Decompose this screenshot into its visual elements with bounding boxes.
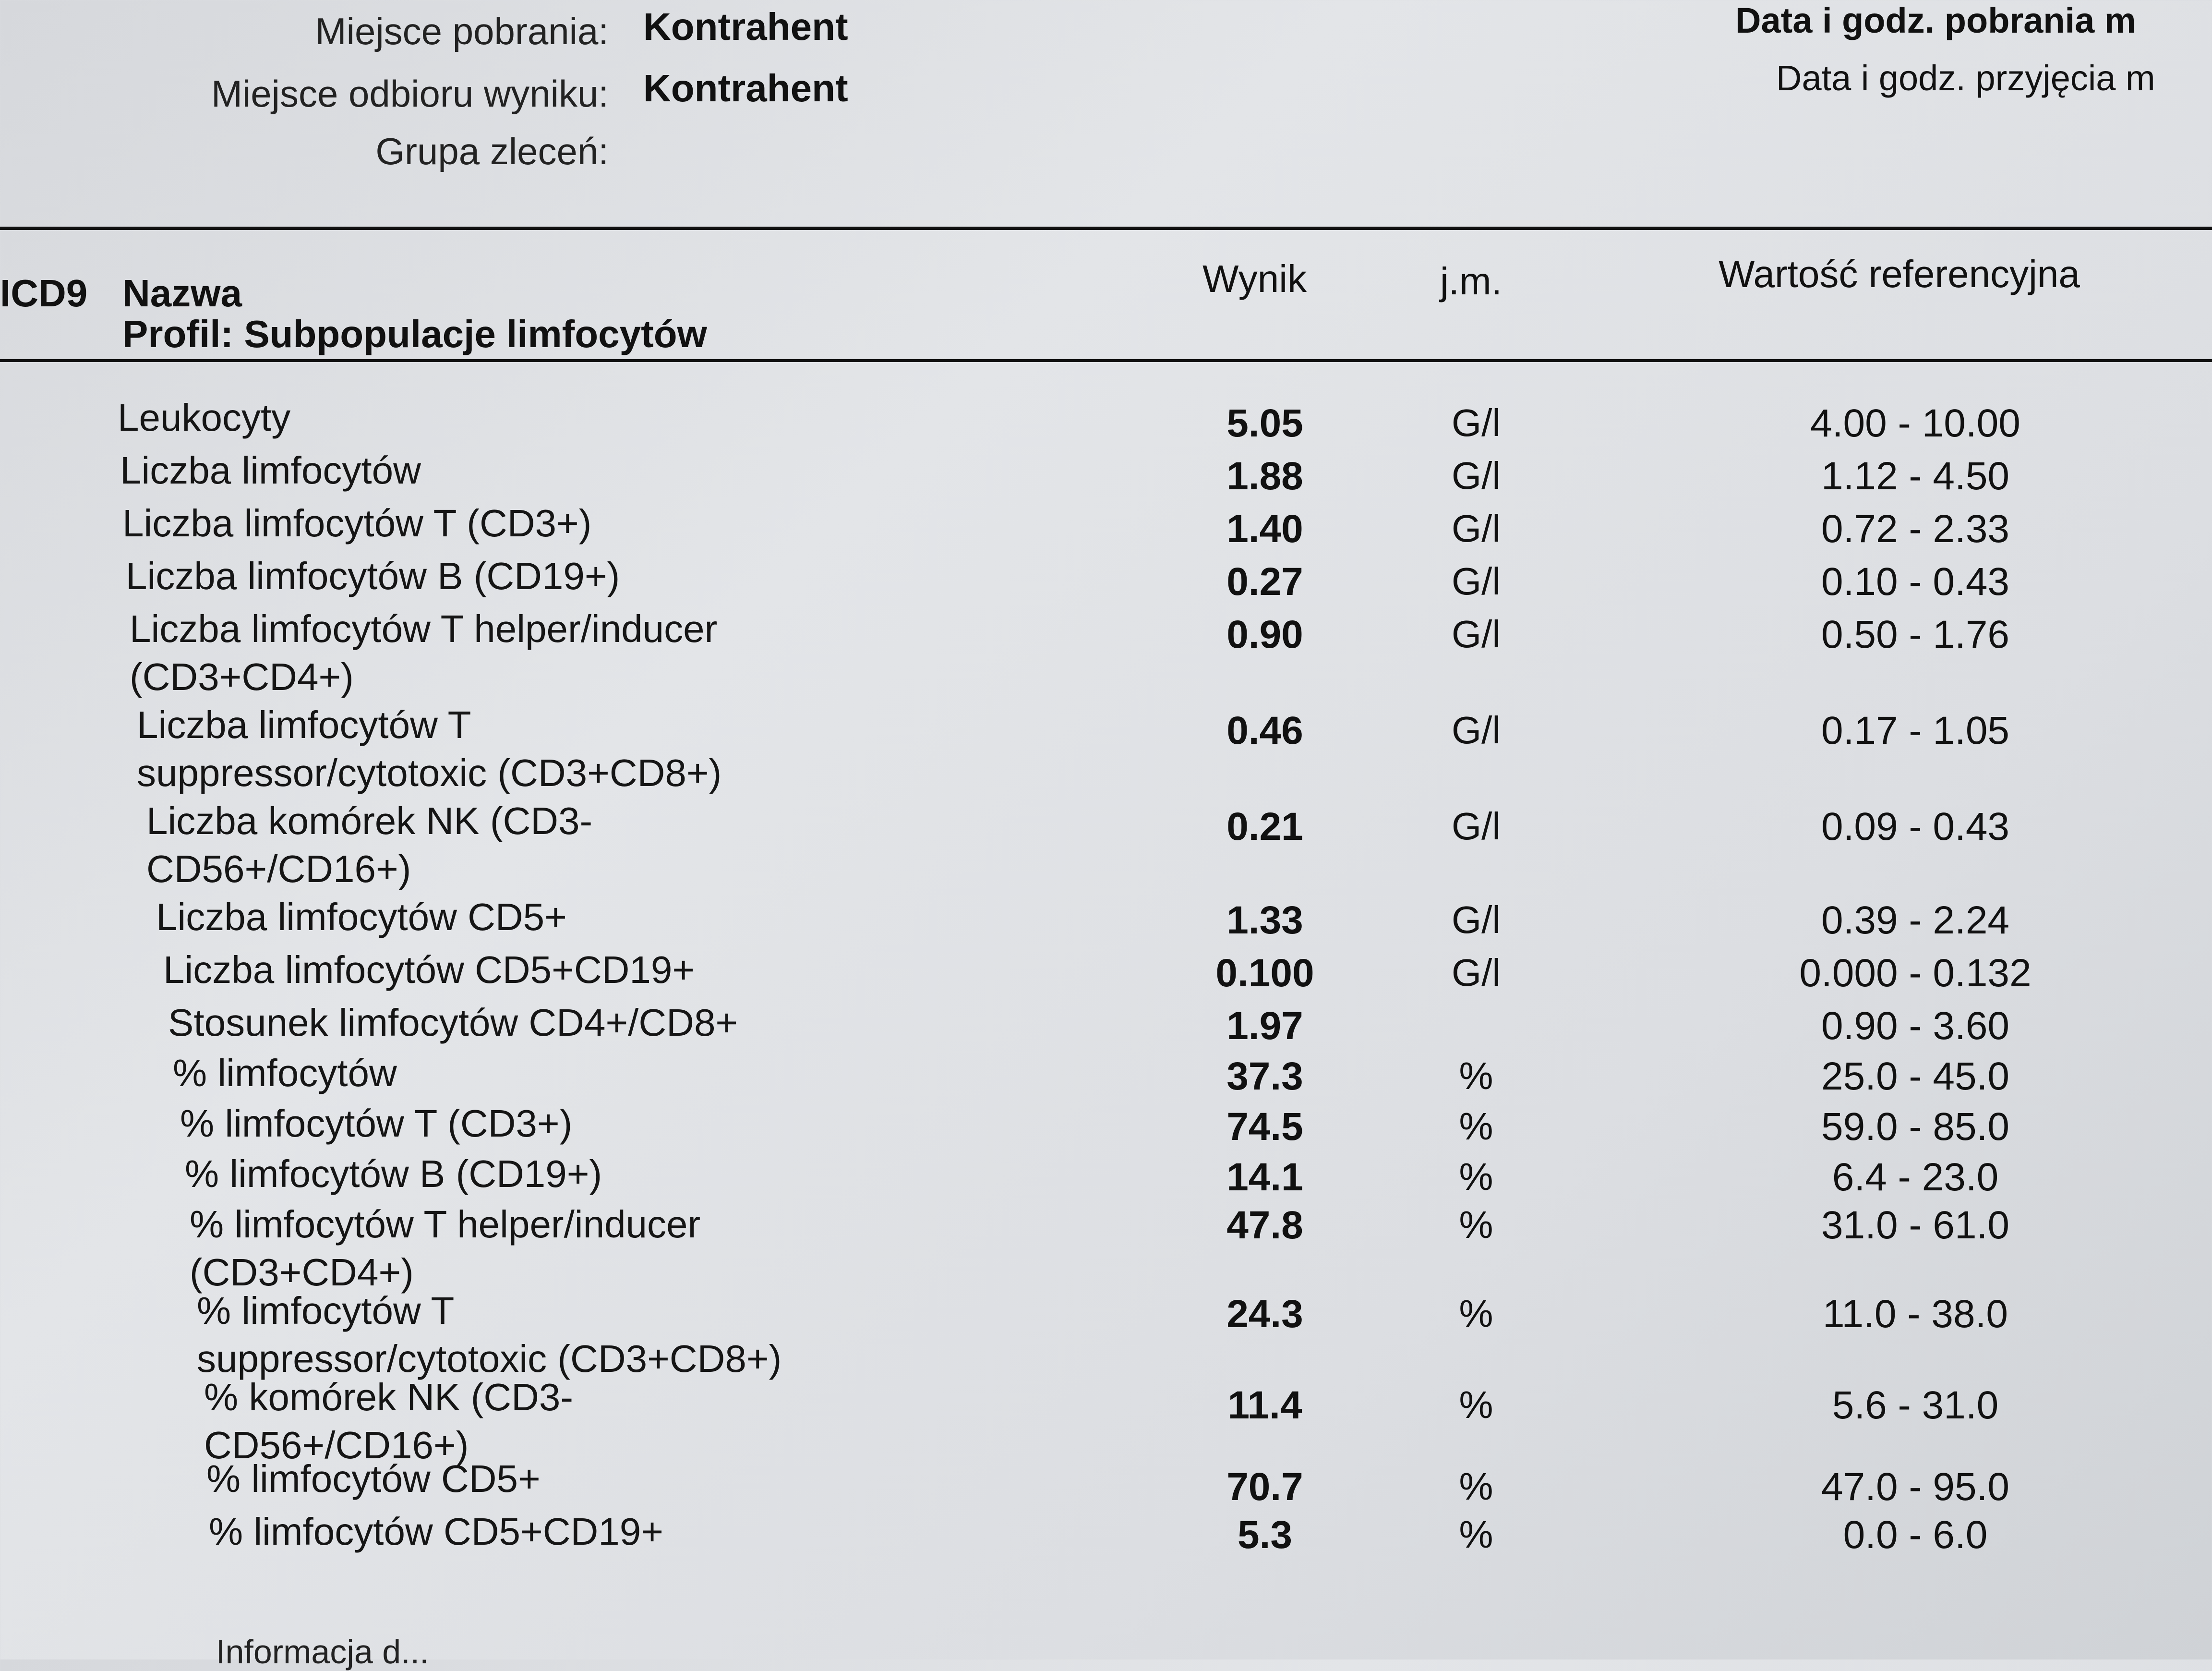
- row-result: 74.5: [1226, 1105, 1303, 1149]
- row-name: Liczba limfocytów CD5+CD19+: [163, 948, 695, 991]
- row-unit: %: [1459, 1513, 1493, 1556]
- row-reference-range: 0.72 - 2.33: [1821, 507, 2010, 551]
- row-result: 0.46: [1226, 709, 1303, 752]
- row-result: 47.8: [1226, 1203, 1303, 1247]
- collection-datetime-label: Data i godz. pobrania m: [1735, 0, 2136, 40]
- row-name: % limfocytów: [173, 1052, 397, 1094]
- row-result: 0.90: [1226, 613, 1303, 656]
- order-group-label: Grupa zleceń:: [375, 130, 609, 172]
- row-unit: %: [1459, 1105, 1493, 1148]
- row-reference-range: 47.0 - 95.0: [1821, 1465, 2010, 1509]
- row-reference-range: 5.6 - 31.0: [1832, 1383, 1999, 1427]
- row-unit: %: [1459, 1292, 1493, 1335]
- row-name: Liczba komórek NK (CD3- CD56+/CD16+): [146, 799, 593, 890]
- row-result: 37.3: [1226, 1054, 1303, 1098]
- row-unit: G/l: [1451, 709, 1501, 751]
- table-header-rule: [0, 359, 2212, 362]
- row-reference-range: 11.0 - 38.0: [1823, 1292, 2008, 1336]
- col-name-header: Nazwa: [122, 272, 242, 315]
- row-unit: G/l: [1451, 613, 1501, 655]
- row-reference-range: 59.0 - 85.0: [1821, 1105, 2010, 1149]
- row-reference-range: 0.17 - 1.05: [1821, 709, 2010, 752]
- row-result: 24.3: [1226, 1292, 1303, 1336]
- acceptance-datetime-label: Data i godz. przyjęcia m: [1776, 58, 2155, 98]
- row-name: % limfocytów T suppressor/cytotoxic (CD3+CD8+): [197, 1289, 782, 1380]
- row-unit: G/l: [1451, 805, 1501, 848]
- row-unit: G/l: [1451, 507, 1501, 550]
- row-result: 14.1: [1226, 1155, 1303, 1199]
- row-reference-range: 25.0 - 45.0: [1821, 1054, 2010, 1098]
- row-reference-range: 6.4 - 23.0: [1832, 1155, 1999, 1199]
- col-result-header: Wynik: [1202, 257, 1307, 300]
- col-unit-header: j.m.: [1440, 260, 1502, 303]
- profile-title: Profil: Subpopulacje limfocytów: [122, 313, 707, 355]
- row-name: % limfocytów T (CD3+): [180, 1102, 573, 1145]
- row-reference-range: 0.90 - 3.60: [1821, 1004, 2010, 1048]
- row-result: 1.33: [1226, 898, 1303, 942]
- row-unit: %: [1459, 1054, 1493, 1097]
- row-unit: G/l: [1451, 951, 1501, 994]
- row-unit: %: [1459, 1465, 1493, 1508]
- row-name: Liczba limfocytów B (CD19+): [126, 555, 620, 597]
- row-reference-range: 1.12 - 4.50: [1821, 454, 2010, 498]
- row-name: Liczba limfocytów T helper/inducer (CD3+CD4+): [130, 607, 718, 698]
- row-name: % limfocytów B (CD19+): [185, 1152, 602, 1195]
- row-reference-range: 0.09 - 0.43: [1821, 805, 2010, 848]
- footer-info: Informacja d...: [216, 1633, 429, 1671]
- result-place-value: Kontrahent: [643, 67, 848, 109]
- row-unit: %: [1459, 1203, 1493, 1246]
- row-name: % limfocytów T helper/inducer (CD3+CD4+): [190, 1203, 701, 1294]
- row-reference-range: 31.0 - 61.0: [1821, 1203, 2010, 1247]
- row-name: Stosunek limfocytów CD4+/CD8+: [168, 1001, 738, 1044]
- row-unit: %: [1459, 1383, 1493, 1426]
- row-name: Liczba limfocytów T (CD3+): [122, 502, 592, 545]
- row-unit: %: [1459, 1155, 1493, 1198]
- row-result: 5.3: [1238, 1513, 1292, 1557]
- row-name: Liczba limfocytów: [120, 449, 421, 492]
- row-result: 0.100: [1215, 951, 1314, 995]
- row-unit: G/l: [1451, 401, 1501, 444]
- row-reference-range: 0.39 - 2.24: [1821, 898, 2010, 942]
- row-reference-range: 0.10 - 0.43: [1821, 560, 2010, 604]
- col-code-header: ICD9: [0, 272, 88, 315]
- collection-place-label: Miejsce pobrania:: [315, 10, 609, 52]
- row-unit: G/l: [1451, 560, 1501, 603]
- row-result: 5.05: [1226, 401, 1303, 445]
- row-result: 1.97: [1226, 1004, 1303, 1048]
- row-reference-range: 0.50 - 1.76: [1821, 613, 2010, 656]
- row-result: 0.21: [1226, 805, 1303, 848]
- row-name: Leukocyty: [118, 396, 291, 439]
- row-name: % limfocytów CD5+CD19+: [209, 1510, 663, 1553]
- row-result: 1.88: [1226, 454, 1303, 498]
- row-result: 70.7: [1226, 1465, 1303, 1509]
- row-unit: G/l: [1451, 898, 1501, 941]
- row-reference-range: 4.00 - 10.00: [1810, 401, 2020, 445]
- result-place-label: Miejsce odbioru wyniku:: [211, 73, 609, 115]
- row-reference-range: 0.0 - 6.0: [1843, 1513, 1988, 1557]
- row-name: % komórek NK (CD3- CD56+/CD16+): [204, 1376, 574, 1466]
- row-name: Liczba limfocytów CD5+: [156, 896, 567, 938]
- table-top-rule: [0, 227, 2212, 230]
- row-result: 0.27: [1226, 560, 1303, 604]
- row-name: Liczba limfocytów T suppressor/cytotoxic (CD3+CD8+): [137, 703, 722, 794]
- row-unit: G/l: [1451, 454, 1501, 497]
- row-name: % limfocytów CD5+: [206, 1457, 541, 1500]
- row-result: 11.4: [1227, 1383, 1302, 1427]
- row-reference-range: 0.000 - 0.132: [1799, 951, 2032, 995]
- collection-place-value: Kontrahent: [643, 5, 848, 48]
- col-ref-header: Wartość referencyjna: [1719, 253, 2080, 295]
- row-result: 1.40: [1226, 507, 1303, 551]
